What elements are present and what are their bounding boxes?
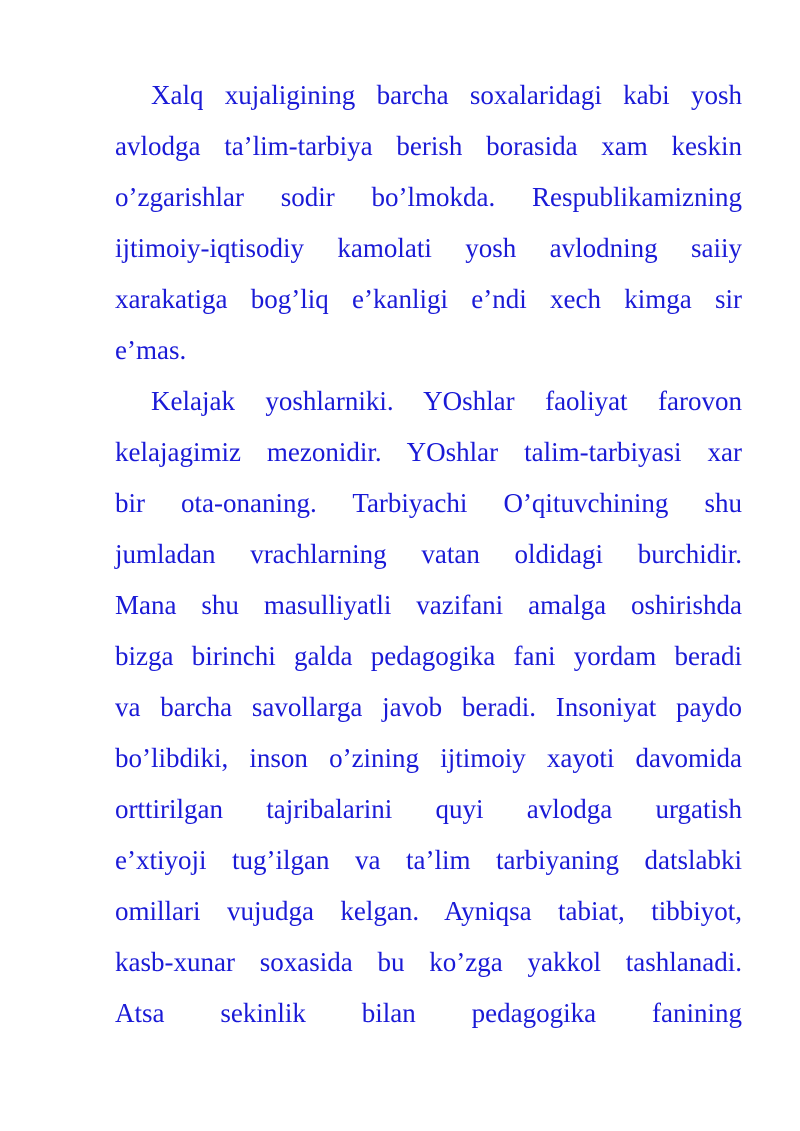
text-line: bizga birinchi galda pedagogika fani yordam beradi	[115, 641, 742, 671]
text-line: avlodga ta’lim-tarbiya berish borasida xam keskin	[115, 131, 742, 161]
text-line: kasb-xunar soxasida bu ko’zga yakkol tashlanadi.	[115, 947, 742, 977]
paragraph-2	[115, 376, 742, 1039]
text-line: e’mas.	[115, 335, 187, 365]
text-line: bo’libdiki, inson o’zining ijtimoiy xayoti davomida	[115, 743, 742, 773]
body-text	[115, 70, 742, 1039]
text-line: e’xtiyoji tug’ilgan va ta’lim tarbiyaning datslabki	[115, 845, 742, 875]
text-line: o’zgarishlar sodir bo’lmokda. Respublikamizning	[115, 182, 742, 212]
paragraph-1	[115, 70, 742, 376]
text-line: Xalq xujaligining barcha soxalaridagi kabi yosh	[151, 80, 742, 110]
text-line: Atsa sekinlik bilan pedagogika fanining	[115, 998, 742, 1028]
text-line: Kelajak yoshlarniki. YOshlar faoliyat farovon	[151, 386, 742, 416]
text-line: kelajagimiz mezonidir. YOshlar talim-tarbiyasi xar	[115, 437, 742, 467]
text-line: ijtimoiy-iqtisodiy kamolati yosh avlodning saiiy	[115, 233, 742, 263]
text-line: va barcha savollarga javob beradi. Insoniyat paydo	[115, 692, 742, 722]
text-line: orttirilgan tajribalarini quyi avlodga urgatish	[115, 794, 742, 824]
text-line: bir ota-onaning. Tarbiyachi O’qituvchining shu	[115, 488, 742, 518]
text-line: xarakatiga bog’liq e’kanligi e’ndi xech kimga sir	[115, 284, 742, 314]
text-line: omillari vujudga kelgan. Ayniqsa tabiat, tibbiyot,	[115, 896, 742, 926]
text-line: jumladan vrachlarning vatan oldidagi burchidir.	[115, 539, 742, 569]
text-line: Mana shu masulliyatli vazifani amalga oshirishda	[115, 590, 742, 620]
